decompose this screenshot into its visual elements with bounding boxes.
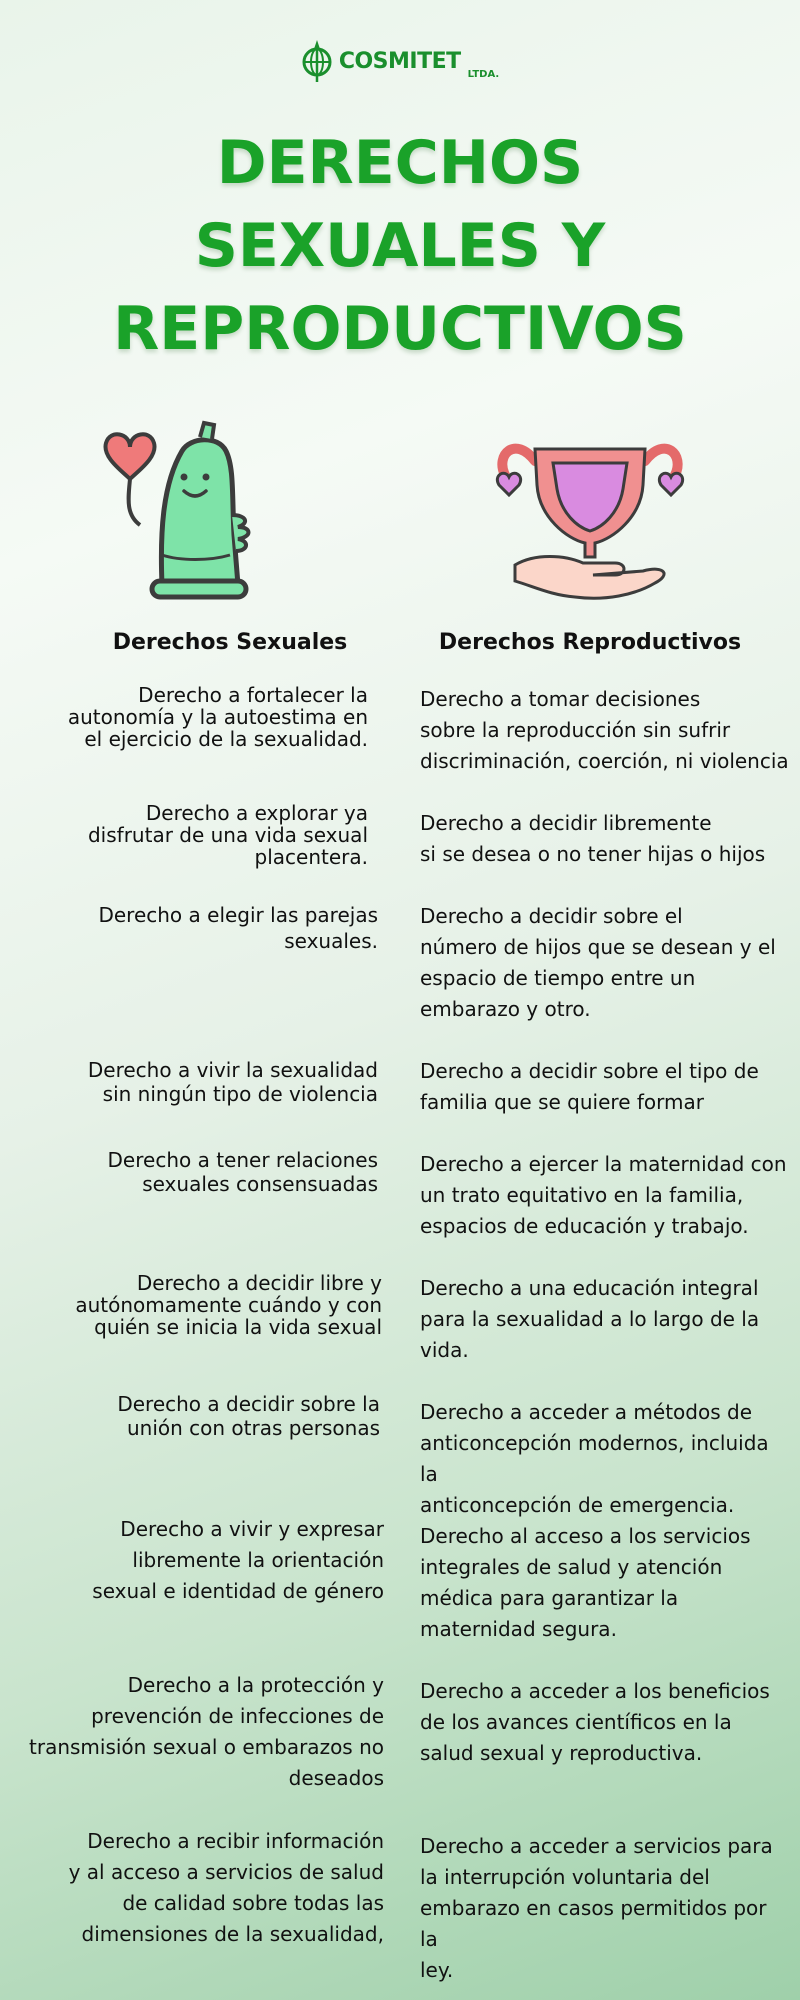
- reproductive-right-2: Derecho a decidir libremente si se desea o no tener hijas o hijos: [420, 811, 766, 866]
- brand-suffix: LTDA.: [467, 69, 500, 80]
- sexual-right-10: Derecho a recibir información y al acceso a servicios de salud de calidad sobre todas las dimensiones de la sexualidad,: [68, 1829, 384, 1946]
- condom-heart-icon: [100, 415, 290, 605]
- brand-logo: [0, 38, 800, 84]
- sexual-right-1: Derecho a fortalecer la autonomía y la autoestima en el ejercicio de la sexualidad.: [67, 683, 368, 751]
- reproductive-right-9: Derecho a acceder a los beneficios de los avances científicos en la salud sexual y reproductiva.: [420, 1679, 770, 1765]
- reproductive-rights-heading: Derechos Reproductivos: [438, 630, 742, 655]
- sexual-right-6: Derecho a decidir libre y autónomamente cuándo y con quién se inicia la vida sexual: [75, 1271, 382, 1339]
- reproductive-right-4: Derecho a decidir sobre el tipo de familia que se quiere formar: [420, 1059, 759, 1114]
- reproductive-right-8: Derecho al acceso a los servicios integrales de salud y atención médica para garantizar la maternidad segura.: [420, 1524, 751, 1641]
- reproductive-right-10: Derecho a acceder a servicios para la interrupción voluntaria del embarazo en casos permitidos por la ley.: [420, 1834, 773, 1982]
- title-line: SEXUALES Y: [194, 211, 606, 281]
- sexual-right-8: Derecho a vivir y expresar libremente la orientación sexual e identidad de género: [92, 1517, 384, 1603]
- reproductive-right-7: Derecho a acceder a métodos de anticoncepción modernos, incluida la anticoncepción de emergencia.: [420, 1400, 769, 1517]
- uterus-hand-icon: [495, 425, 685, 605]
- sexual-right-4: Derecho a vivir la sexualidad sin ningún tipo de violencia: [87, 1058, 378, 1106]
- brand-name: COSMITET: [338, 48, 461, 74]
- reproductive-right-3: Derecho a decidir sobre el número de hijos que se desean y el espacio de tiempo entre un embarazo y otro.: [420, 904, 776, 1021]
- reproductive-right-6: Derecho a una educación integral para la sexualidad a lo largo de la vida.: [420, 1276, 760, 1362]
- sexual-rights-heading: Derechos Sexuales: [112, 630, 348, 655]
- title-line: REPRODUCTIVOS: [113, 294, 687, 364]
- title-line: DERECHOS: [216, 128, 584, 198]
- sexual-right-2: Derecho a explorar ya disfrutar de una vida sexual placentera.: [87, 801, 368, 869]
- reproductive-right-1: Derecho a tomar decisiones sobre la reproducción sin sufrir discriminación, coerción, ni violencia: [420, 687, 789, 773]
- page-title: [0, 122, 800, 371]
- reproductive-right-5: Derecho a ejercer la maternidad con un trato equitativo en la familia, espacios de educación y trabajo.: [420, 1152, 787, 1238]
- sexual-right-9: Derecho a la protección y prevención de infecciones de transmisión sexual o embarazos no deseados: [29, 1673, 384, 1790]
- sexual-right-5: Derecho a tener relaciones sexuales consensuadas: [107, 1148, 378, 1196]
- globe-logo-icon: [301, 38, 333, 84]
- sexual-right-7: Derecho a decidir sobre la unión con otras personas: [117, 1392, 380, 1440]
- sexual-right-3: Derecho a elegir las parejas sexuales.: [98, 903, 378, 953]
